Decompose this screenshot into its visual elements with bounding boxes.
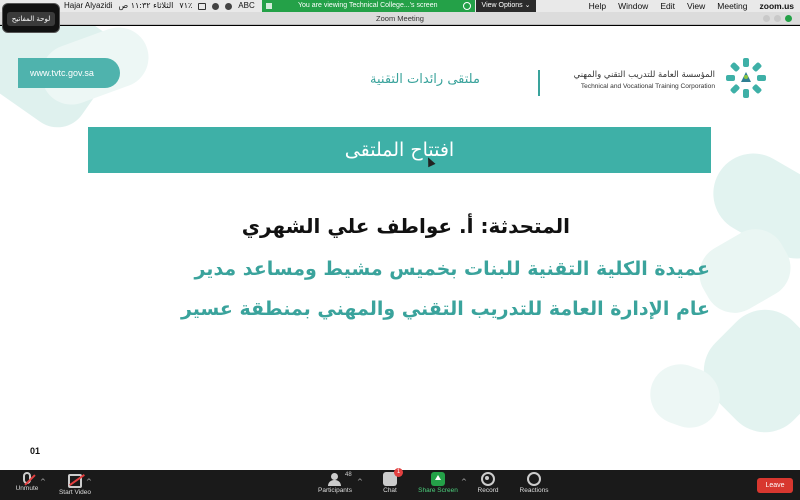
datetime[interactable]: الثلاثاء ١١:٣٢ ص: [118, 1, 174, 10]
share-banner-text: You are viewing Technical College...'s screen: [298, 2, 438, 9]
audio-options-chevron-icon[interactable]: ^: [40, 478, 46, 486]
menu-zoom-us[interactable]: zoom.us: [759, 1, 794, 11]
meeting-toolbar: [0, 470, 800, 500]
chat-badge: 1: [394, 468, 403, 477]
unmute-label: Unmute: [15, 485, 39, 492]
menu-help[interactable]: Help: [588, 1, 607, 11]
screen-share-banner: [262, 0, 475, 12]
org-name-arabic: المؤسسة العامة للتدريب التقني والمهني: [573, 70, 715, 80]
battery-percent: ٧١٪: [179, 1, 193, 10]
video-options-chevron-icon[interactable]: ^: [86, 478, 92, 486]
menu-window[interactable]: Window: [618, 1, 649, 11]
tvtc-logo-icon: [722, 56, 770, 104]
participants-chevron-icon[interactable]: ^: [357, 478, 363, 486]
wifi-icon[interactable]: [212, 3, 219, 10]
website-url: www.tvtc.gov.sa: [18, 58, 120, 88]
participants-icon: [328, 472, 352, 486]
view-options-button[interactable]: View Options ⌄: [476, 0, 536, 12]
window-minimize-button[interactable]: [774, 15, 781, 22]
mic-muted-icon: [23, 472, 31, 484]
window-zoom-button[interactable]: [763, 15, 770, 22]
forum-title: ملتقى رائدات التقنية: [370, 72, 480, 87]
slide-banner-title: افتتاح الملتقى: [88, 127, 711, 173]
window-fullscreen-button[interactable]: [785, 15, 792, 22]
window-titlebar: [0, 12, 800, 25]
battery-icon[interactable]: [198, 3, 206, 10]
share-screen-button[interactable]: [414, 472, 462, 494]
unmute-button[interactable]: [10, 472, 44, 492]
record-label: Record: [477, 487, 499, 494]
stop-icon[interactable]: [463, 2, 471, 10]
camera-off-icon: [68, 474, 82, 488]
speaker-name: المتحدثة: أ. عواطف علي الشهري: [241, 214, 570, 238]
control-center-icon[interactable]: [225, 3, 232, 10]
share-screen-icon: [431, 472, 445, 486]
speaker-role-line-1: عميدة الكلية التقنية للبنات بخميس مشيط ومساعد مدير: [194, 258, 710, 280]
shared-slide: [0, 26, 800, 470]
window-title: Zoom Meeting: [376, 14, 424, 23]
start-video-label: Start Video: [58, 489, 92, 496]
participants-button[interactable]: [314, 472, 356, 494]
menu-meeting[interactable]: Meeting: [717, 1, 748, 11]
header-divider: [538, 70, 540, 96]
record-button[interactable]: [473, 472, 503, 494]
menu-view[interactable]: View: [686, 1, 706, 11]
keyboard-button[interactable]: [2, 3, 60, 33]
participants-label: Participants: [318, 487, 352, 494]
chat-button[interactable]: [378, 469, 402, 494]
leave-button[interactable]: Leave: [757, 478, 793, 493]
record-icon: [481, 472, 495, 486]
share-screen-label: Share Screen: [418, 487, 458, 494]
reactions-button[interactable]: [515, 472, 553, 494]
reactions-icon: [527, 472, 541, 486]
chat-label: Chat: [383, 487, 397, 494]
speaker-role-line-2: عام الإدارة العامة للتدريب التقني والمهني بمنطقة عسير: [180, 298, 710, 320]
participants-count: 48: [345, 472, 352, 478]
share-indicator-icon: [266, 3, 272, 9]
share-options-chevron-icon[interactable]: ^: [461, 478, 467, 486]
input-source[interactable]: ABC: [238, 1, 255, 10]
chat-icon: [383, 469, 401, 486]
user-name: Hajar Alyazidi: [64, 1, 113, 10]
org-name-english: Technical and Vocational Training Corporation: [580, 83, 715, 90]
keyboard-button-label: لوحة المفاتيح: [7, 12, 55, 26]
menu-edit[interactable]: Edit: [660, 1, 675, 11]
reactions-label: Reactions: [519, 487, 549, 494]
slide-number: 01: [30, 446, 41, 456]
